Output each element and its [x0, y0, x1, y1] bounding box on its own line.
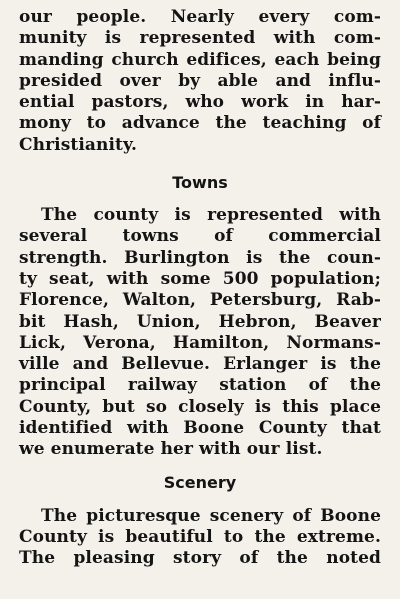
intro-line: manding church edifices, each being	[19, 49, 381, 70]
towns-line: bit Hash, Union, Hebron, Beaver	[19, 311, 381, 332]
intro-line: munity is represented with com-	[19, 28, 381, 49]
towns-line: identified with Boone County that	[19, 418, 381, 439]
towns-paragraph	[19, 205, 381, 461]
towns-line: strength. Burlington is the coun-	[19, 247, 381, 268]
scenery-paragraph	[19, 506, 381, 570]
scenery-line: The picturesque scenery of Boone	[41, 505, 381, 526]
towns-line: ty seat, with some 500 population;	[19, 268, 381, 289]
towns-line: principal railway station of the	[19, 375, 381, 396]
towns-line: Lick, Verona, Hamilton, Normans-	[19, 332, 381, 353]
towns-line: several towns of commercial	[19, 226, 381, 247]
intro-line: presided over by able and influ-	[19, 70, 381, 91]
towns-line: we enumerate her with our list.	[19, 439, 323, 460]
intro-line: Christianity.	[19, 134, 138, 155]
towns-line: Florence, Walton, Petersburg, Rab-	[19, 290, 381, 311]
section-heading-towns: Towns	[172, 173, 228, 193]
scenery-line: County is beautiful to the extreme.	[19, 526, 381, 547]
intro-paragraph	[19, 7, 381, 156]
intro-line: ential pastors, who work in har-	[19, 92, 381, 113]
intro-line: mony to advance the teaching of	[19, 113, 381, 134]
towns-line: ville and Bellevue. Erlanger is the	[19, 354, 381, 375]
towns-line: The county is represented with	[41, 205, 381, 226]
section-heading-scenery: Scenery	[163, 472, 237, 492]
intro-line: our people. Nearly every com-	[19, 7, 381, 27]
scenery-line: The pleasing story of the noted	[19, 548, 381, 569]
towns-line: County, but so closely is this place	[19, 396, 381, 417]
